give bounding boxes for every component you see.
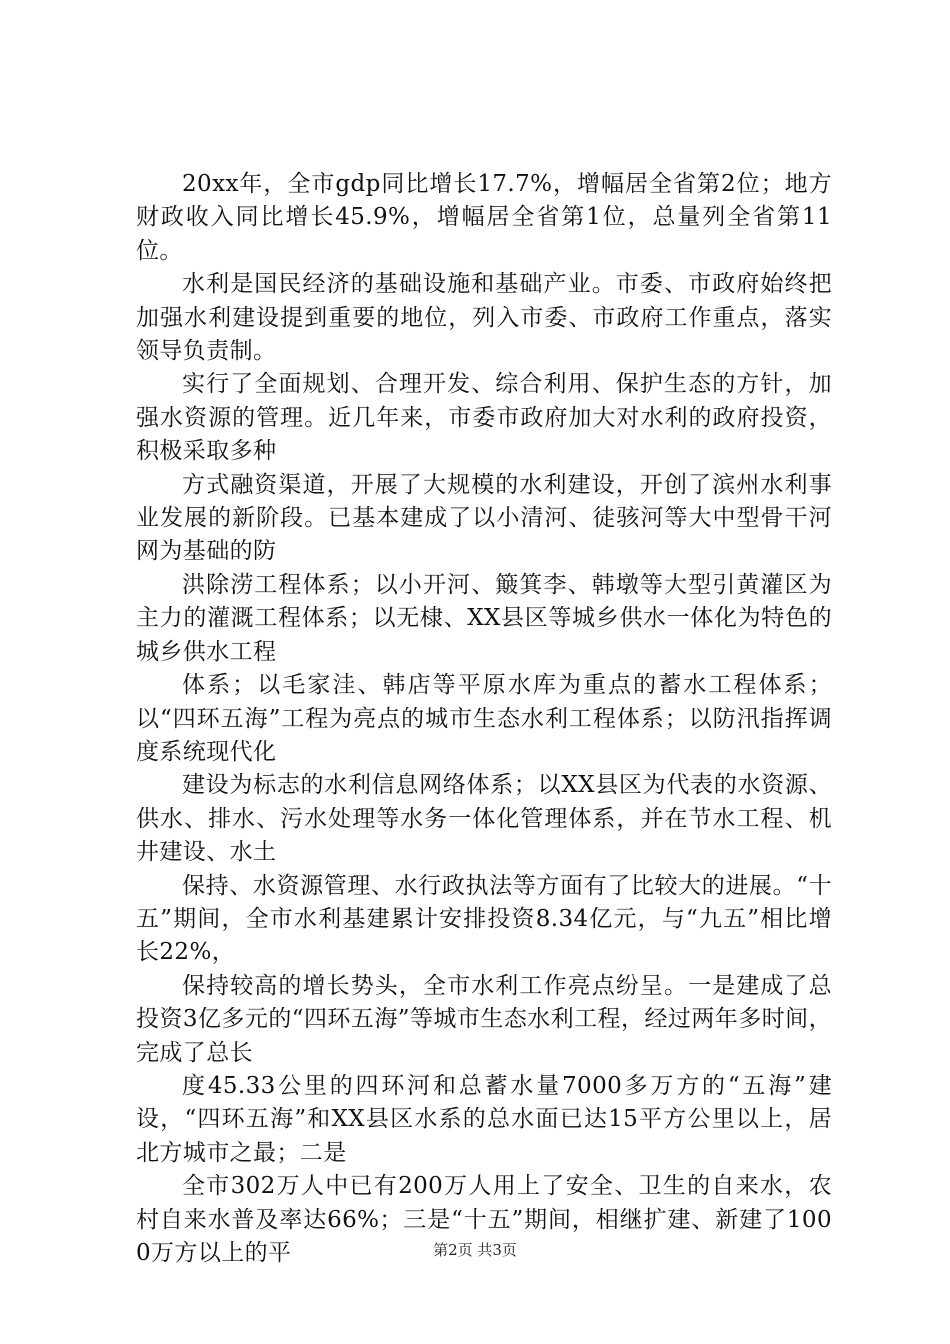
paragraph-10: 度45.33公里的四环河和总蓄水量7000多万方的“五海”建设，“四环五海”和XX县区水系的总水面已达15平方公里以上，居北方城市之最；二是 xyxy=(136,1072,832,1166)
paragraph-11: 全市302万人中已有200万人用上了安全、卫生的自来水，农村自来水普及率达66%；三是“十五”期间，相继扩建、新建了1000万方以上的平 xyxy=(136,1173,832,1266)
paragraph-4: 方式融资渠道，开展了大规模的水利建设，开创了滨州水利事业发展的新阶段。已基本建成了以小清河、徒骇河等大中型骨干河网为基础的防 xyxy=(136,471,832,565)
paragraph-6: 体系；以毛家洼、韩店等平原水库为重点的蓄水工程体系；以“四环五海”工程为亮点的城市生态水利工程体系；以防汛指挥调度系统现代化 xyxy=(136,672,832,765)
page-footer: 第2页 共3页 xyxy=(433,1241,517,1259)
paragraph-1: 20xx年，全市gdp同比增长17.7%，增幅居全省第2位；地方财政收入同比增长45.9%，增幅居全省第1位，总量列全省第11位。 xyxy=(136,171,832,264)
paragraph-5: 洪除涝工程体系；以小开河、簸箕李、韩墩等大型引黄灌区为主力的灌溉工程体系；以无棣、XX县区等城乡供水一体化为特色的城乡供水工程 xyxy=(136,571,832,665)
paragraph-8: 保持、水资源管理、水行政执法等方面有了比较大的进展。“十五”期间，全市水利基建累计安排投资8.34亿元，与“九五”相比增长22%， xyxy=(136,872,832,966)
paragraph-3: 实行了全面规划、合理开发、综合利用、保护生态的方针，加强水资源的管理。近几年来，市委市政府加大对水利的政府投资，积极采取多种 xyxy=(136,371,832,465)
paragraph-9: 保持较高的增长势头，全市水利工作亮点纷呈。一是建成了总投资3亿多元的“四环五海”等城市生态水利工程，经过两年多时间，完成了总长 xyxy=(136,972,832,1066)
paragraph-2: 水利是国民经济的基础设施和基础产业。市委、市政府始终把加强水利建设提到重要的地位，列入市委、市政府工作重点，落实领导负责制。 xyxy=(136,271,832,365)
document-body xyxy=(136,168,832,1270)
paragraph-7: 建设为标志的水利信息网络体系；以XX县区为代表的水资源、供水、排水、污水处理等水务一体化管理体系，并在节水工程、机井建设、水土 xyxy=(136,772,832,866)
